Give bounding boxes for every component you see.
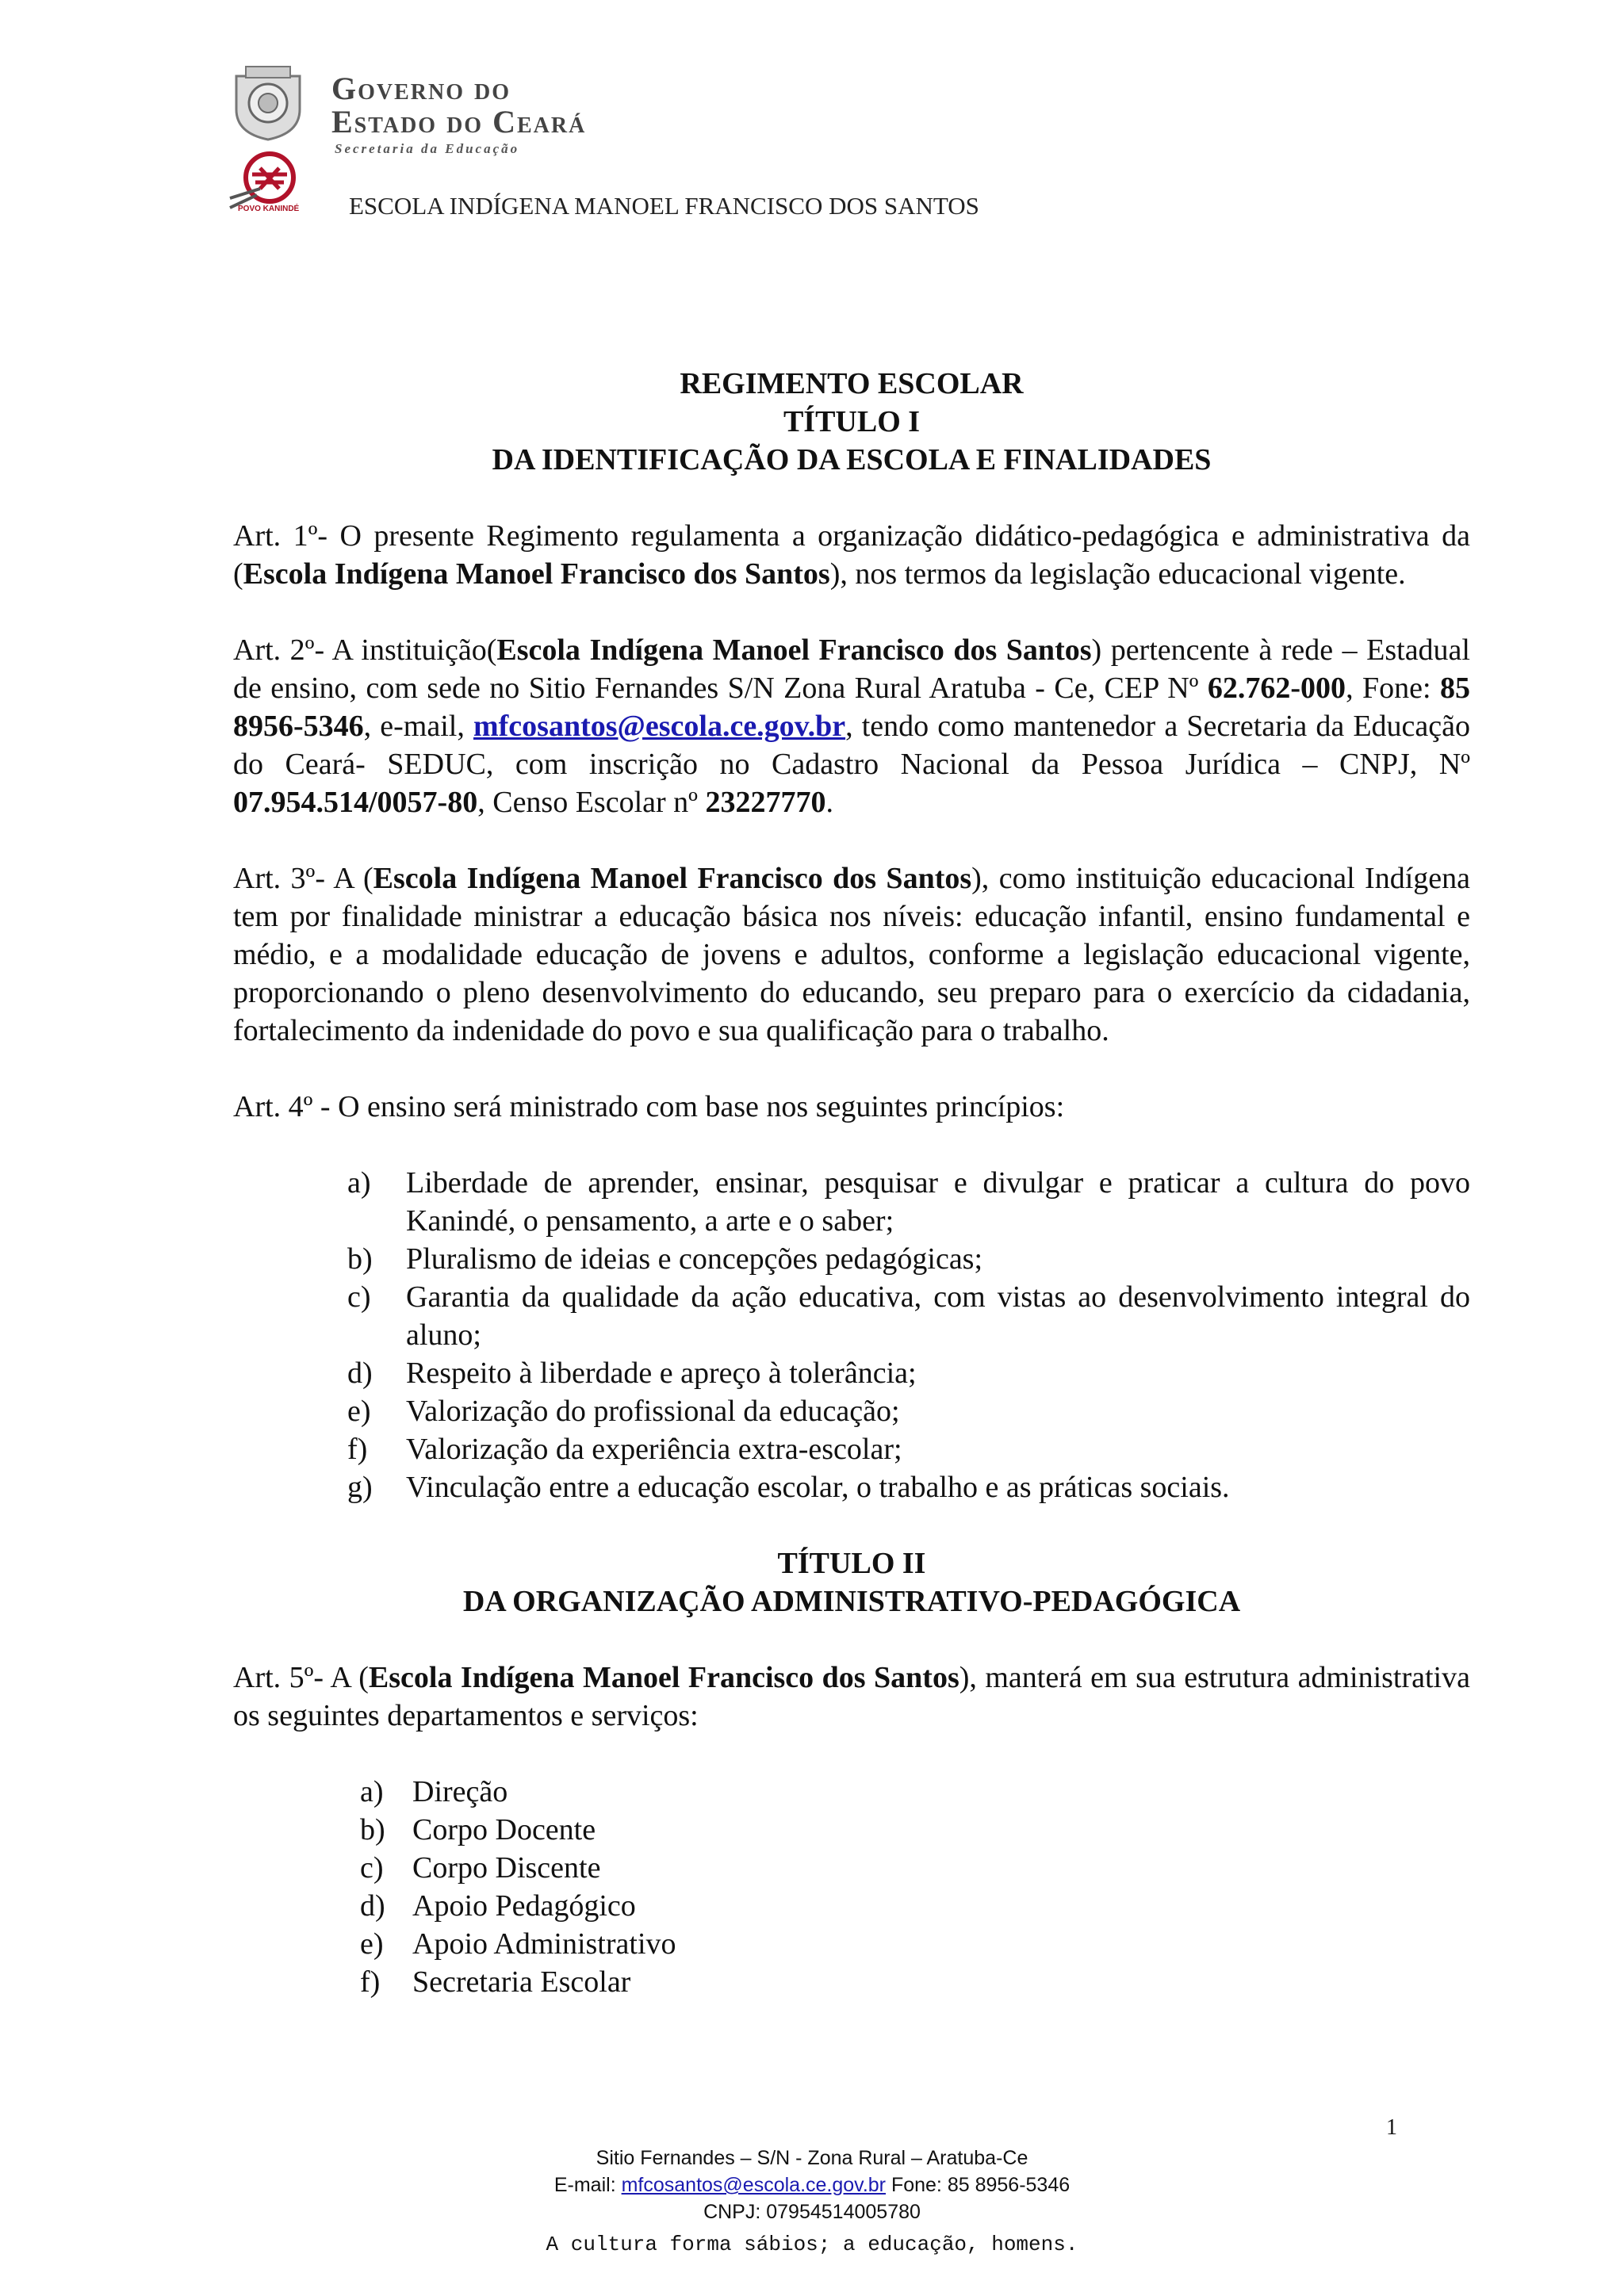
gov-title-line2: Estado do Ceará [331, 104, 587, 140]
article-1: Art. 1º- O presente Regimento regulamenta a organização didático-pedagógica e administrativa da (Escola Indígena Manoel Francisco dos Santos), nos termos da legislação educacional vigente. [233, 519, 1470, 591]
list-item: g) Vinculação entre a educação escolar, o trabalho e as práticas sociais. [347, 1471, 1230, 1504]
footer-address: Sitio Fernandes – S/N - Zona Rural – Aratuba-Ce [596, 2147, 1028, 2169]
doc-title: REGIMENTO ESCOLAR [680, 367, 1024, 400]
title-2: TÍTULO II [777, 1547, 926, 1580]
title-1: TÍTULO I [783, 405, 921, 438]
emblem-caption: POVO KANINDÉ [238, 205, 300, 213]
list-item: a) Liberdade de aprender, ensinar, pesquisar e divulgar e praticar a cultura do povo Kanindé, o pensamento, a arte e o saber; [347, 1166, 1470, 1238]
footer-email-link[interactable]: mfcosantos@escola.ce.gov.br [621, 2174, 886, 2196]
list-item: e) Valorização do profissional da educação; [347, 1395, 900, 1428]
list-item: f) Valorização da experiência extra-escolar; [347, 1433, 902, 1466]
list-item: b) Corpo Docente [360, 1813, 596, 1846]
article-2: Art. 2º- A instituição(Escola Indígena Manoel Francisco dos Santos) pertencente à rede – Estadual de ensino, com sede no Sitio Fernandes S/N Zona Rural Aratuba - Ce, CEP Nº 62.762-000, Fone: 85 8956-5346, e-mail, mfcosantos@escola.ce.gov.br, tendo como mantenedor a Secretaria da Educação do Ceará- SEDUC, com inscrição no Cadastro Nacional da Pessoa Jurídica – CNPJ, Nº 07.954.514/0057-80, Censo Escolar nº 23227770. [233, 633, 1471, 819]
list-item: d) Apoio Pedagógico [360, 1889, 636, 1923]
title-2-subtitle: DA ORGANIZAÇÃO ADMINISTRATIVO-PEDAGÓGICA [462, 1585, 1241, 1618]
document-body [233, 365, 1470, 2001]
article-3: Art. 3º- A (Escola Indígena Manoel Francisco dos Santos), como instituição educacional Indígena tem por finalidade ministrar a educação básica nos níveis: educação infantil, ensino fundamental e médio, e a modalidade educação de jovens e adultos, conforme a legislação educacional vigente, proporcionando o pleno desenvolvimento do educando, seu preparo para o exercício da cidadania, fortalecimento da indenidade do povo e sua qualificação para o trabalho. [233, 862, 1470, 1047]
title-1-subtitle: DA IDENTIFICAÇÃO DA ESCOLA E FINALIDADES [492, 443, 1212, 476]
footer-motto: A cultura forma sábios; a educação, homens. [546, 2233, 1078, 2256]
state-seal-icon [228, 62, 308, 141]
list-item: c) Garantia da qualidade da ação educativa, com vistas ao desenvolvimento integral do aluno; [347, 1280, 1470, 1352]
footer-contact: E-mail: mfcosantos@escola.ce.gov.br Fone: 85 8956-5346 [553, 2174, 1071, 2196]
gov-title-line1: Governo do [331, 71, 511, 106]
school-name-header: ESCOLA INDÍGENA MANOEL FRANCISCO DOS SANTOS [349, 192, 979, 220]
page-number: 1 [1386, 2115, 1397, 2140]
list-item: f) Secretaria Escolar [360, 1965, 631, 1999]
list-item: b) Pluralismo de ideias e concepções pedagógicas; [347, 1242, 983, 1276]
article-4-intro: Art. 4º - O ensino será ministrado com base nos seguintes princípios: [233, 1090, 1065, 1123]
footer-cnpj: CNPJ: 07954514005780 [703, 2201, 921, 2223]
list-item: e) Apoio Administrativo [360, 1927, 676, 1961]
principles-list [233, 1164, 1470, 1506]
departments-list [233, 1773, 1470, 2001]
list-item: a) Direção [360, 1775, 508, 1808]
email-link[interactable]: mfcosantos@escola.ce.gov.br [473, 710, 846, 743]
list-item: d) Respeito à liberdade e apreço à tolerância; [347, 1357, 917, 1390]
list-item: c) Corpo Discente [360, 1851, 601, 1885]
gov-secretaria-line: Secretaria da Educação [335, 141, 520, 156]
article-5: Art. 5º- A (Escola Indígena Manoel Francisco dos Santos), manterá em sua estrutura administrativa os seguintes departamentos e serviços: [233, 1661, 1470, 1732]
